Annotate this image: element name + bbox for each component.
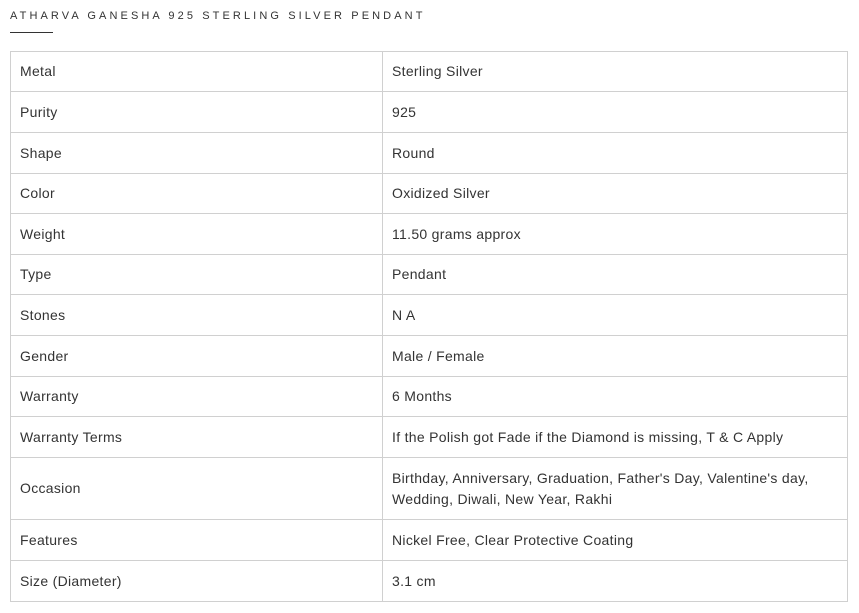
spec-value: 3.1 cm xyxy=(383,561,848,602)
spec-label: Occasion xyxy=(11,458,383,520)
spec-value: Pendant xyxy=(383,255,848,295)
spec-value: Round xyxy=(383,133,848,174)
spec-label: Metal xyxy=(11,52,383,92)
spec-row-color xyxy=(11,174,848,214)
spec-row-stones xyxy=(11,295,848,336)
spec-label: Purity xyxy=(11,92,383,133)
spec-value: Oxidized Silver xyxy=(383,174,848,214)
product-title: ATHARVA GANESHA 925 STERLING SILVER PENDANT xyxy=(10,10,426,22)
spec-row-shape xyxy=(11,133,848,174)
title-underline xyxy=(10,32,53,33)
spec-value: Nickel Free, Clear Protective Coating xyxy=(383,520,848,561)
spec-label: Color xyxy=(11,174,383,214)
spec-label: Type xyxy=(11,255,383,295)
spec-label: Gender xyxy=(11,336,383,377)
spec-value: Male / Female xyxy=(383,336,848,377)
spec-label: Warranty xyxy=(11,377,383,417)
spec-label: Size (Diameter) xyxy=(11,561,383,602)
spec-row-features xyxy=(11,520,848,561)
spec-value: 6 Months xyxy=(383,377,848,417)
spec-row-weight xyxy=(11,214,848,255)
spec-value: Birthday, Anniversary, Graduation, Father's Day, Valentine's day, Wedding, Diwali, New Year, Rakhi xyxy=(383,458,848,520)
spec-value: If the Polish got Fade if the Diamond is missing, T & C Apply xyxy=(383,417,848,458)
spec-value: N A xyxy=(383,295,848,336)
spec-value: 925 xyxy=(383,92,848,133)
spec-row-metal xyxy=(11,52,848,92)
spec-row-warranty-terms xyxy=(11,417,848,458)
spec-label: Stones xyxy=(11,295,383,336)
specifications-table xyxy=(10,51,848,602)
spec-value: 11.50 grams approx xyxy=(383,214,848,255)
product-spec-header xyxy=(10,8,850,33)
spec-label: Features xyxy=(11,520,383,561)
spec-label: Weight xyxy=(11,214,383,255)
spec-value: Sterling Silver xyxy=(383,52,848,92)
spec-row-warranty xyxy=(11,377,848,417)
spec-label: Warranty Terms xyxy=(11,417,383,458)
spec-label: Shape xyxy=(11,133,383,174)
spec-row-type xyxy=(11,255,848,295)
spec-row-occasion xyxy=(11,458,848,520)
spec-row-size xyxy=(11,561,848,602)
spec-row-gender xyxy=(11,336,848,377)
spec-row-purity xyxy=(11,92,848,133)
